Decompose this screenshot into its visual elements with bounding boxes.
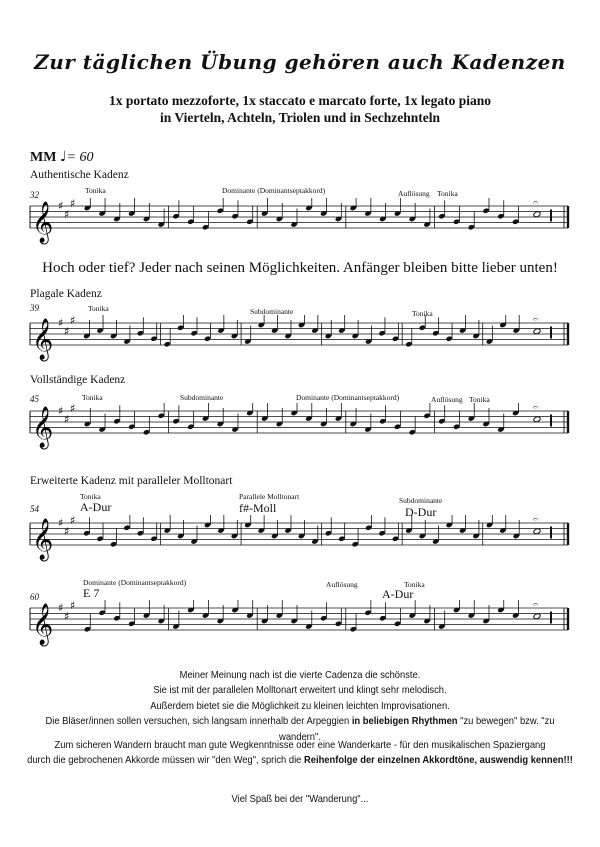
range-advice: Hoch oder tief? Jeder nach seinen Möglichkeiten. Anfänger bleiben bitte lieber unten! [42,260,558,276]
commentary-line: Meiner Meinung nach ist die vierte Cadenza die schönste. [179,670,421,681]
tempo-marking [30,149,94,166]
staff-system-5 [0,600,600,650]
half-note [533,328,541,335]
emphasis-text: in beliebigen Rhythmen [351,716,458,728]
section-label-extended: Erweiterte Kadenz mit paralleler Molltonart [30,475,233,487]
sharp-icon: ♯ [70,198,76,210]
fermata-icon: 𝄐 [533,403,539,413]
annotation-tonika-1b: Tonika [437,189,458,198]
sharp-icon: ♯ [70,403,76,415]
rest-icon [550,210,552,222]
staff-system-1 [0,198,600,248]
treble-clef-icon: 𝄞 [32,407,54,448]
rest-icon [550,415,552,427]
commentary-line: Sie ist mit der parallelen Molltonart erweitert und klingt sehr melodisch. [153,685,447,697]
annotation-aufloesung-5: Auflösung [326,580,358,589]
annotation-tonika-2: Tonika [88,304,109,313]
half-note [533,211,541,218]
annotation-tonika-4: Tonika [80,492,101,501]
section-label-complete: Vollständige Kadenz [30,374,126,386]
annotation-dominante-5: Dominante (Dominantseptakkord) [83,578,187,587]
annotation-subdominante-4: Subdominante [399,496,443,505]
half-note [533,528,541,535]
sharp-icon: ♯ [58,316,64,330]
sharp-icon: ♯ [70,600,76,612]
staff-system-4 [0,515,600,565]
measure-number: 39 [30,303,39,313]
key-label-a-dur-2: A-Dur [382,587,414,601]
annotation-dominante-3: Dominante (Dominantseptakkord) [296,393,400,402]
fermata-icon: 𝄐 [533,515,539,525]
text-run: durch die gebrochenen Akkorde müssen wir "den Weg", sprich die [27,755,304,767]
closing-line: Viel Spaß bei der "Wanderung"... [231,794,369,805]
instruction-line-2: in Vierteln, Achteln, Triolen und in Sechzehnteln [159,110,441,125]
rest-icon [550,527,552,539]
tempo-prefix: MM [30,150,57,165]
annotation-subdominante-3: Subdominante [180,393,224,402]
commentary-paragraph-1 [24,668,576,745]
annotation-aufloesung-1: Auflösung [398,189,430,198]
section-label-plagal: Plagale Kadenz [30,288,102,300]
commentary-paragraph-2 [24,738,576,769]
measure-number: 54 [30,504,39,514]
sharp-icon: ♯ [64,524,70,538]
key-label-e7: E 7 [83,586,100,600]
sharp-icon: ♯ [58,404,64,418]
sharp-icon: ♯ [64,207,70,221]
key-label-d-dur: D-Dur [405,505,437,519]
half-note [533,613,541,620]
text-run: Die Bläser/innen sollen versuchen, sich langsam innerhalb der Arpeggien [45,716,352,728]
annotation-subdominante-2: Subdominante [250,307,294,316]
measure-number: 32 [30,190,39,200]
annotation-tonika-2b: Tonika [412,309,433,318]
section-label-authentic: Authentische Kadenz [30,169,129,181]
sharp-icon: ♯ [58,601,64,615]
fermata-icon: 𝄐 [533,315,539,325]
staff-system-3 [0,403,600,453]
fermata-icon: 𝄐 [533,600,539,610]
treble-clef-icon: 𝄞 [32,319,54,360]
staff-system-2 [0,315,600,365]
commentary-line [24,753,576,768]
sharp-icon: ♯ [58,199,64,213]
quarter-note-icon: ♩ [59,149,67,165]
key-label-a-dur: A-Dur [80,500,112,514]
page-title: Zur täglichen Übung gehören auch Kadenzen [34,50,566,74]
text-run: "zu bewegen" bzw. "zu wandern". [279,716,555,743]
annotation-tonika-3b: Tonika [469,395,490,404]
annotation-tonika-5: Tonika [404,580,425,589]
half-note [533,416,541,423]
rest-icon [550,327,552,339]
sharp-icon: ♯ [58,516,64,530]
key-label-fis-moll: f#-Moll [239,501,277,515]
commentary-line: Zum sicheren Wandern braucht man gute Wegkenntnisse oder eine Wanderkarte - für den musikalischen Spaziergang [54,740,546,751]
measure-number: 60 [30,592,39,602]
sharp-icon: ♯ [70,515,76,527]
treble-clef-icon: 𝄞 [32,604,54,645]
fermata-icon: 𝄐 [533,198,539,208]
tempo-value: = 60 [66,150,94,165]
measure-number: 45 [30,394,39,404]
treble-clef-icon: 𝄞 [32,202,54,243]
annotation-tonika-3: Tonika [82,393,103,402]
instruction-line-1: 1x portato mezzoforte, 1x staccato e marcato forte, 1x legato piano [108,93,492,108]
commentary-line: Außerdem bietet sie die Möglichkeit zu kleinen leichten Improvisationen. [150,700,450,712]
sharp-icon: ♯ [64,324,70,338]
treble-clef-icon: 𝄞 [32,519,54,560]
sharp-icon: ♯ [64,412,70,426]
sharp-icon: ♯ [70,315,76,327]
annotation-dominante-1: Dominante (Dominantseptakkord) [222,186,326,195]
annotation-parallel-moll: Parallele Molltonart [239,492,300,501]
rest-icon [550,612,552,624]
sharp-icon: ♯ [64,609,70,623]
annotation-aufloesung-3: Auflösung [431,395,463,404]
annotation-tonika-1: Tonika [85,186,106,195]
emphasis-text: Reihenfolge der einzelnen Akkordtöne, auswendig kennen!!! [303,755,573,767]
practice-instructions [0,92,600,126]
